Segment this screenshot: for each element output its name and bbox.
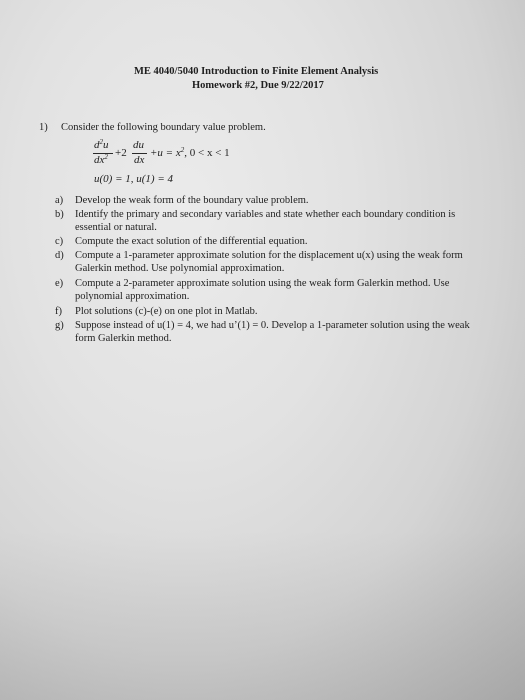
- part-g-label: g): [55, 320, 64, 331]
- part-b-text-1: Identify the primary and secondary variables and state whether each boundary condition is: [75, 209, 456, 220]
- homework-title: Homework #2, Due 9/22/2017: [192, 80, 324, 91]
- eq-plus2: +2: [115, 147, 127, 159]
- part-f-text: Plot solutions (c)-(e) on one plot in Matlab.: [75, 306, 258, 317]
- eq-d2u: $d^2u$: [94, 138, 109, 151]
- part-b-label: b): [55, 209, 64, 220]
- part-e-text-1: Compute a 2-parameter approximate solution using the weak form Galerkin method. Use: [75, 278, 450, 289]
- course-title: ME 4040/5040 Introduction to Finite Element Analysis: [134, 66, 379, 77]
- eq-dx: dx: [134, 154, 145, 166]
- part-d-label: d): [55, 250, 64, 261]
- part-b-text-2: essential or natural.: [75, 222, 157, 233]
- part-g-text-2: form Galerkin method.: [75, 333, 172, 344]
- part-d-text-2: Galerkin method. Use polynomial approximation.: [75, 263, 285, 274]
- part-f-label: f): [55, 306, 62, 317]
- part-c-text: Compute the exact solution of the differential equation.: [75, 236, 308, 247]
- problem-intro: Consider the following boundary value problem.: [61, 122, 266, 133]
- problem-number: 1): [39, 122, 48, 133]
- part-d-text-1: Compute a 1-parameter approximate solution for the displacement u(x) using the weak form: [75, 250, 463, 261]
- part-c-label: c): [55, 236, 64, 247]
- boundary-conditions: u(0) = 1, u(1) = 4: [94, 173, 173, 185]
- part-e-label: e): [55, 278, 64, 289]
- part-e-text-2: polynomial approximation.: [75, 291, 190, 302]
- eq-rest: $+u = x^2$, 0 < x < 1: [150, 146, 230, 159]
- eq-dx2: $dx^2$: [94, 153, 108, 166]
- part-g-text-1: Suppose instead of u(1) = 4, we had u’(1) = 0. Develop a 1-parameter solution using the weak: [75, 320, 470, 331]
- eq-du: du: [133, 139, 144, 151]
- part-a-text: Develop the weak form of the boundary value problem.: [75, 195, 309, 206]
- part-a-label: a): [55, 195, 64, 206]
